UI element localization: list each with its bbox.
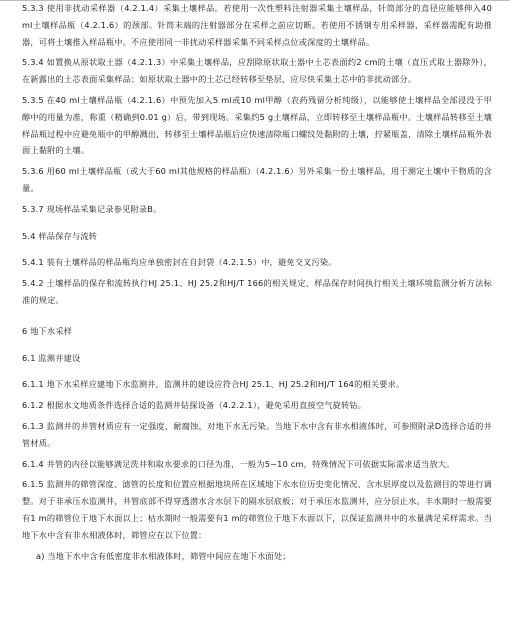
document-body [22,0,492,564]
paragraph-6-1-1: 6.1.1 地下水采样应建地下水监测井，监测井的建设应符合HJ 25.1、HJ 25.2和HJ/T 164的相关要求。 [22,379,405,390]
paragraph-6-1-3: 6.1.3 监测井的井管材质应有一定强度，耐腐蚀，对地下水无污染。当地下水中含有非水相液体时，可参照附录D选择合适的井管材质。 [22,420,492,448]
paragraph-5-3-7: 5.3.7 现场样品采集记录参见附录B。 [22,203,162,214]
chapter-heading-6: 6 地下水采样 [22,325,73,336]
paragraph-5-3-5: 5.3.5 在40 ml土壤样品瓶（4.2.1.6）中预先加入5 ml或10 ml甲醇（农药残留分析纯级），以能够使土壤样品全部浸没于甲醇中的用量为准，称重（精确到0.01 g）后，带到现场。采集约5 g土壤样品，立即转移至土壤样品瓶中。土壤样品转移至土壤样品瓶过程中应避免瓶中的甲醇溅出，转移至土壤样品瓶后应快速清除瓶口螺纹处黏附的土壤，拧紧瓶盖，清除土壤样品瓶外表面上黏附的土壤。 [22,94,492,156]
paragraph-5-4-2: 5.4.2 土壤样品的保存和流转执行HJ 25.1、HJ 25.2和HJ/T 166的相关规定，样品保存时间执行相关土壤环境监测分析方法标准的规定。 [22,278,492,305]
section-heading-6-1: 6.1 监测井建设 [22,352,81,363]
list-item-a: a) 当地下水中含有低密度非水相液体时，筛管中间应在地下水面处； [36,550,291,561]
paragraph-5-4-1: 5.4.1 装有土壤样品的样品瓶均应单独密封在自封袋（4.2.1.5）中，避免交叉污染。 [22,257,337,268]
header-rule [0,0,510,1]
section-heading-5-4: 5.4 样品保存与流转 [22,230,98,241]
paragraph-6-1-4: 6.1.4 井管的内径以能够满足洗井和取水要求的口径为准，一般为5~10 cm，特殊情况下可依据实际需求适当放大。 [22,458,455,469]
paragraph-5-3-3: 5.3.3 使用非扰动采样器（4.2.1.4）采集土壤样品。若使用一次性塑料注射器采集土壤样品，针筒部分的直径应能够伸入40 ml土壤样品瓶（4.2.1.6）的颈部。针筒末端的注射器部分在采样之前应切断。若使用不锈钢专用采样器，采样器需配有助推器，可将土壤推入样品瓶中。不应使用同一非扰动采样器采集不同采样点位或深度的土壤样品。 [22,3,492,47]
paragraph-6-1-2: 6.1.2 根据水文地质条件选择合适的监测井钻探设备（4.2.2.1），避免采用直接空气旋转钻。 [22,400,367,411]
paragraph-5-3-4: 5.3.4 如置换从原状取土器（4.2.1.3）中采集土壤样品，应刮除原状取土器中土芯表面约2 cm的土壤（直压式取土器除外），在新露出的土芯表面采集样品；如原状取土器中的土芯已经转移至垫层，应尽快采集土芯中的非扰动部分。 [22,57,492,85]
paragraph-6-1-5: 6.1.5 监测井的筛管深度、滤管的长度和位置应根据地块所在区域地下水水位历史变化情况、含水层厚度以及监测目的等进行调整。对于非承压水监测井，井管底部不得穿透潜水含水层下的隔水层底板；对于承压水监测井，应分层止水。丰水期时一般需要有1 m的筛管位于地下水面以上；枯水期时一般需要有1 m的筛管位于地下水面以下，以保证监测井中的水量满足采样需求。当地下水中含有非水相液体时，筛管应在以下位置： [22,479,492,540]
paragraph-5-3-6: 5.3.6 用60 ml土壤样品瓶（或大于60 ml其他规格的样品瓶）（4.2.1.6）另外采集一份土壤样品，用于测定土壤中干物质的含量。 [22,166,492,193]
